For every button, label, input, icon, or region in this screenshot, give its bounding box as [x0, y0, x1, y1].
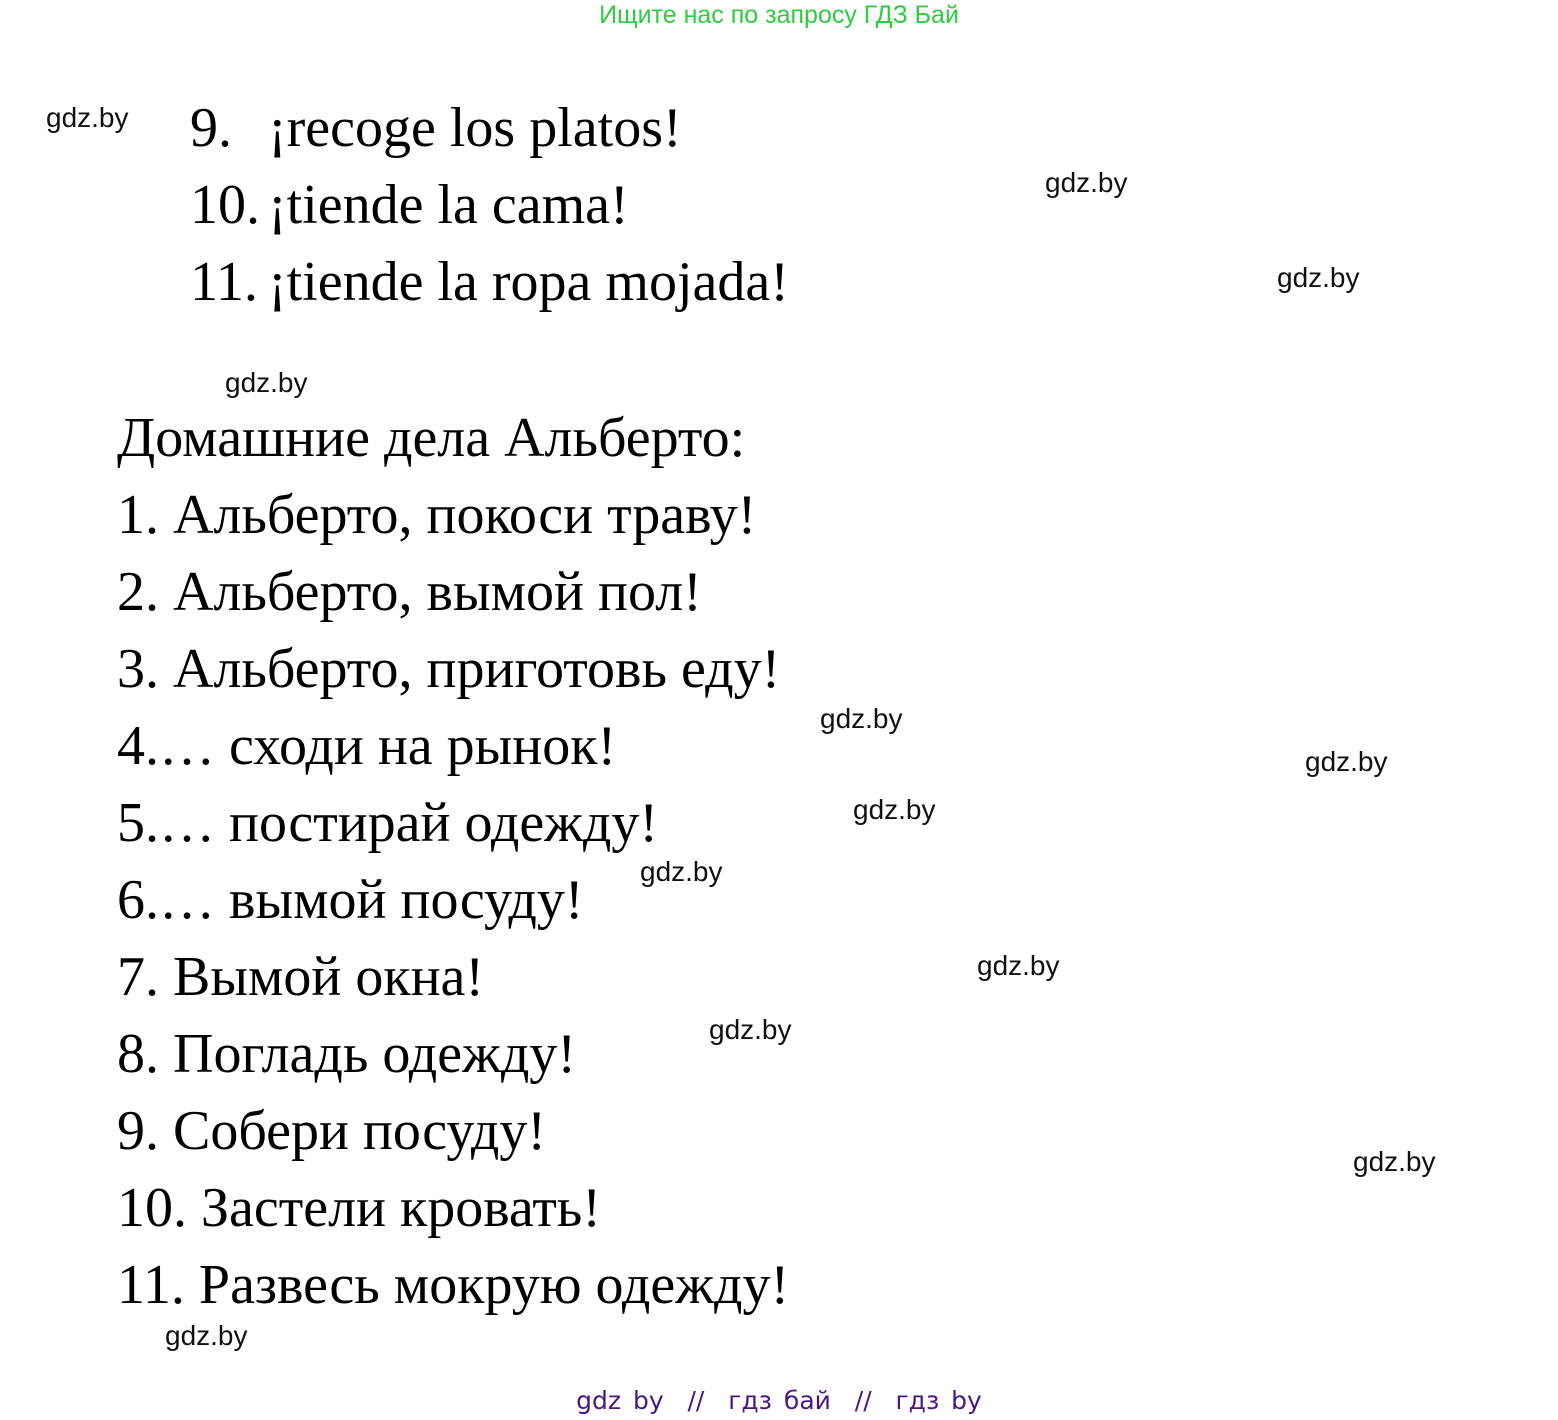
watermark: gdz.by — [1045, 167, 1128, 198]
item-text: ¡recoge los platos! — [268, 97, 682, 159]
watermark: gdz.by — [853, 794, 936, 825]
russian-heading: Домашние дела Альберто: — [117, 407, 746, 469]
watermark: gdz.by — [1277, 262, 1360, 293]
item-text: ¡tiende la ropa mojada! — [268, 251, 789, 313]
spanish-item — [190, 174, 629, 236]
russian-item: 11. Развесь мокрую одежду! — [117, 1254, 790, 1316]
item-number: 11. — [190, 251, 258, 313]
russian-item: 1. Альберто, покоси траву! — [117, 484, 757, 546]
russian-item: 3. Альберто, приготовь еду! — [117, 638, 781, 700]
watermark: gdz.by — [46, 102, 129, 133]
russian-item: 8. Погладь одежду! — [117, 1023, 576, 1085]
russian-item: 5.… постирай одежду! — [117, 792, 659, 854]
watermark: gdz.by — [165, 1320, 248, 1351]
russian-item: 7. Вымой окна! — [117, 946, 485, 1008]
item-text: ¡tiende la cama! — [268, 174, 629, 236]
item-number: 10. — [190, 174, 260, 236]
russian-item: 4.… сходи на рынок! — [117, 715, 617, 777]
footer-links: gdz by // гдз бай // гдз by — [576, 1386, 982, 1415]
watermark: gdz.by — [820, 703, 903, 734]
spanish-item — [190, 97, 682, 159]
watermark: gdz.by — [640, 856, 723, 887]
item-number: 9. — [190, 97, 232, 159]
watermark: gdz.by — [1353, 1146, 1436, 1177]
russian-item: 6.… вымой посуду! — [117, 869, 584, 931]
russian-item: 2. Альберто, вымой пол! — [117, 561, 702, 623]
watermark: gdz.by — [1305, 746, 1388, 777]
watermark: gdz.by — [709, 1014, 792, 1045]
search-banner: Ищите нас по запросу ГДЗ Бай — [599, 1, 959, 29]
watermark: gdz.by — [225, 367, 308, 398]
spanish-item — [190, 251, 789, 313]
russian-item: 9. Собери посуду! — [117, 1100, 547, 1162]
russian-item: 10. Застели кровать! — [117, 1177, 601, 1239]
watermark: gdz.by — [977, 950, 1060, 981]
